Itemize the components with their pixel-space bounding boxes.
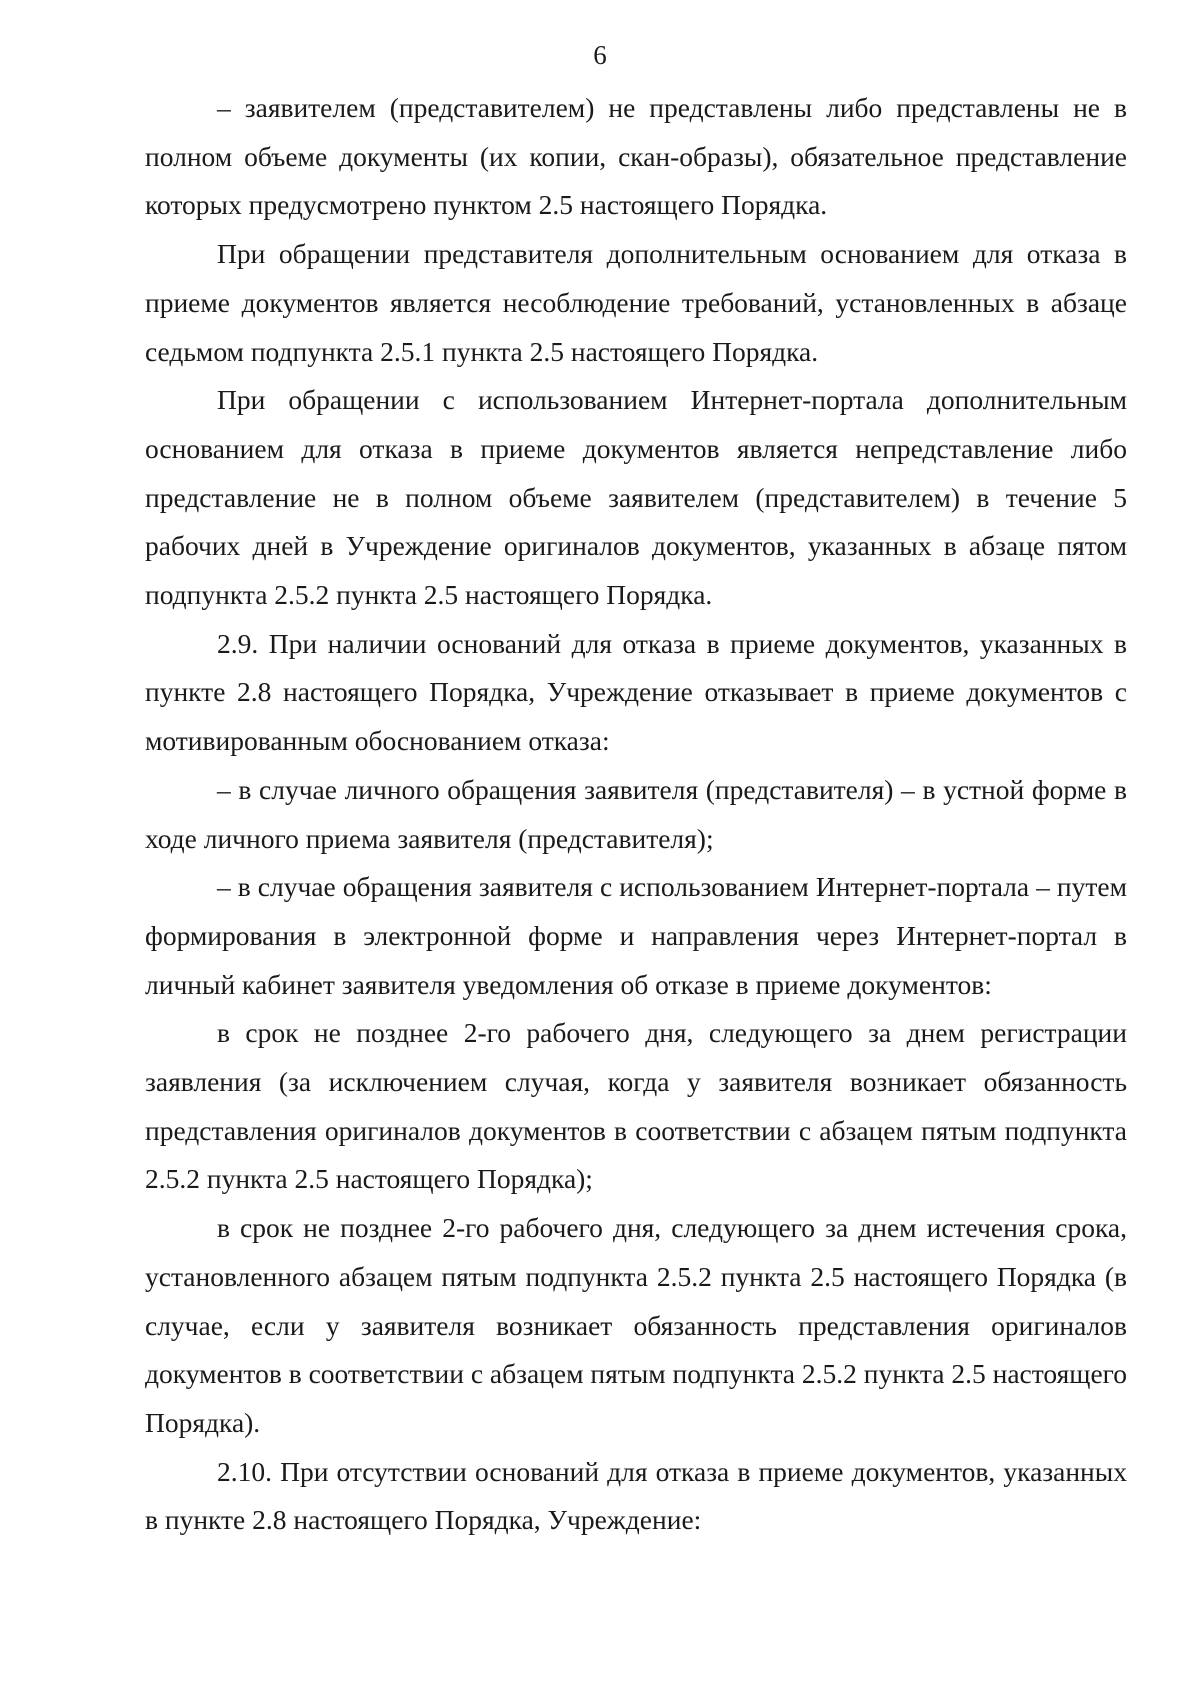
paragraph-portal-appeal: – в случае обращения заявителя с использованием Интернет-портала – путем формирования в электронной форме и направления через Интернет-портал в личный кабинет заявителя уведомления об отказе в приеме документов: <box>145 871 1127 1000</box>
paragraph-refusal-grounds-item: – заявителем (представителем) не представлены либо представлены не в полном объеме документы (их копии, скан-образы), обязательное представление которых предусмотрено пунктом 2.5 настоящего Порядка. <box>145 92 1127 221</box>
paragraph-2-10: 2.10. При отсутствии оснований для отказа в приеме документов, указанных в пункте 2.8 настоящего Порядка, Учреждение: <box>145 1455 1127 1536</box>
page-number: 6 <box>593 40 607 70</box>
paragraph-personal-appeal: – в случае личного обращения заявителя (представителя) – в устной форме в ходе личного приема заявителя (представителя); <box>145 773 1127 854</box>
document-body <box>145 84 1127 1545</box>
paragraph-representative-grounds: При обращении представителя дополнительным основанием для отказа в приеме документов является несоблюдение требований, установленных в абзаце седьмом подпункта 2.5.1 пункта 2.5 настоящего Порядка. <box>145 238 1127 367</box>
paragraph-deadline-expiry: в срок не позднее 2-го рабочего дня, следующего за днем истечения срока, установленного абзацем пятым подпункта 2.5.2 пункта 2.5 настоящего Порядка (в случае, если у заявителя возникает обязанность представления оригиналов документов в соответствии с абзацем пятым подпункта 2.5.2 пункта 2.5 настоящего Порядка). <box>145 1212 1127 1438</box>
paragraph-2-9: 2.9. При наличии оснований для отказа в приеме документов, указанных в пункте 2.8 настоящего Порядка, Учреждение отказывает в приеме документов с мотивированным обоснованием отказа: <box>145 627 1127 757</box>
paragraph-deadline-registration: в срок не позднее 2-го рабочего дня, следующего за днем регистрации заявления (за исключением случая, когда у заявителя возникает обязанность представления оригиналов документов в соответствии с абзацем пятым подпункта 2.5.2 пункта 2.5 настоящего Порядка); <box>145 1017 1127 1195</box>
paragraph-internet-portal-grounds: При обращении с использованием Интернет-портала дополнительным основанием для отказа в приеме документов является непредставление либо представление не в полном объеме заявителем (представителем) в течение 5 рабочих дней в Учреждение оригиналов документов, указанных в абзаце пятом подпункта 2.5.2 пункта 2.5 настоящего Порядка. <box>145 384 1127 611</box>
